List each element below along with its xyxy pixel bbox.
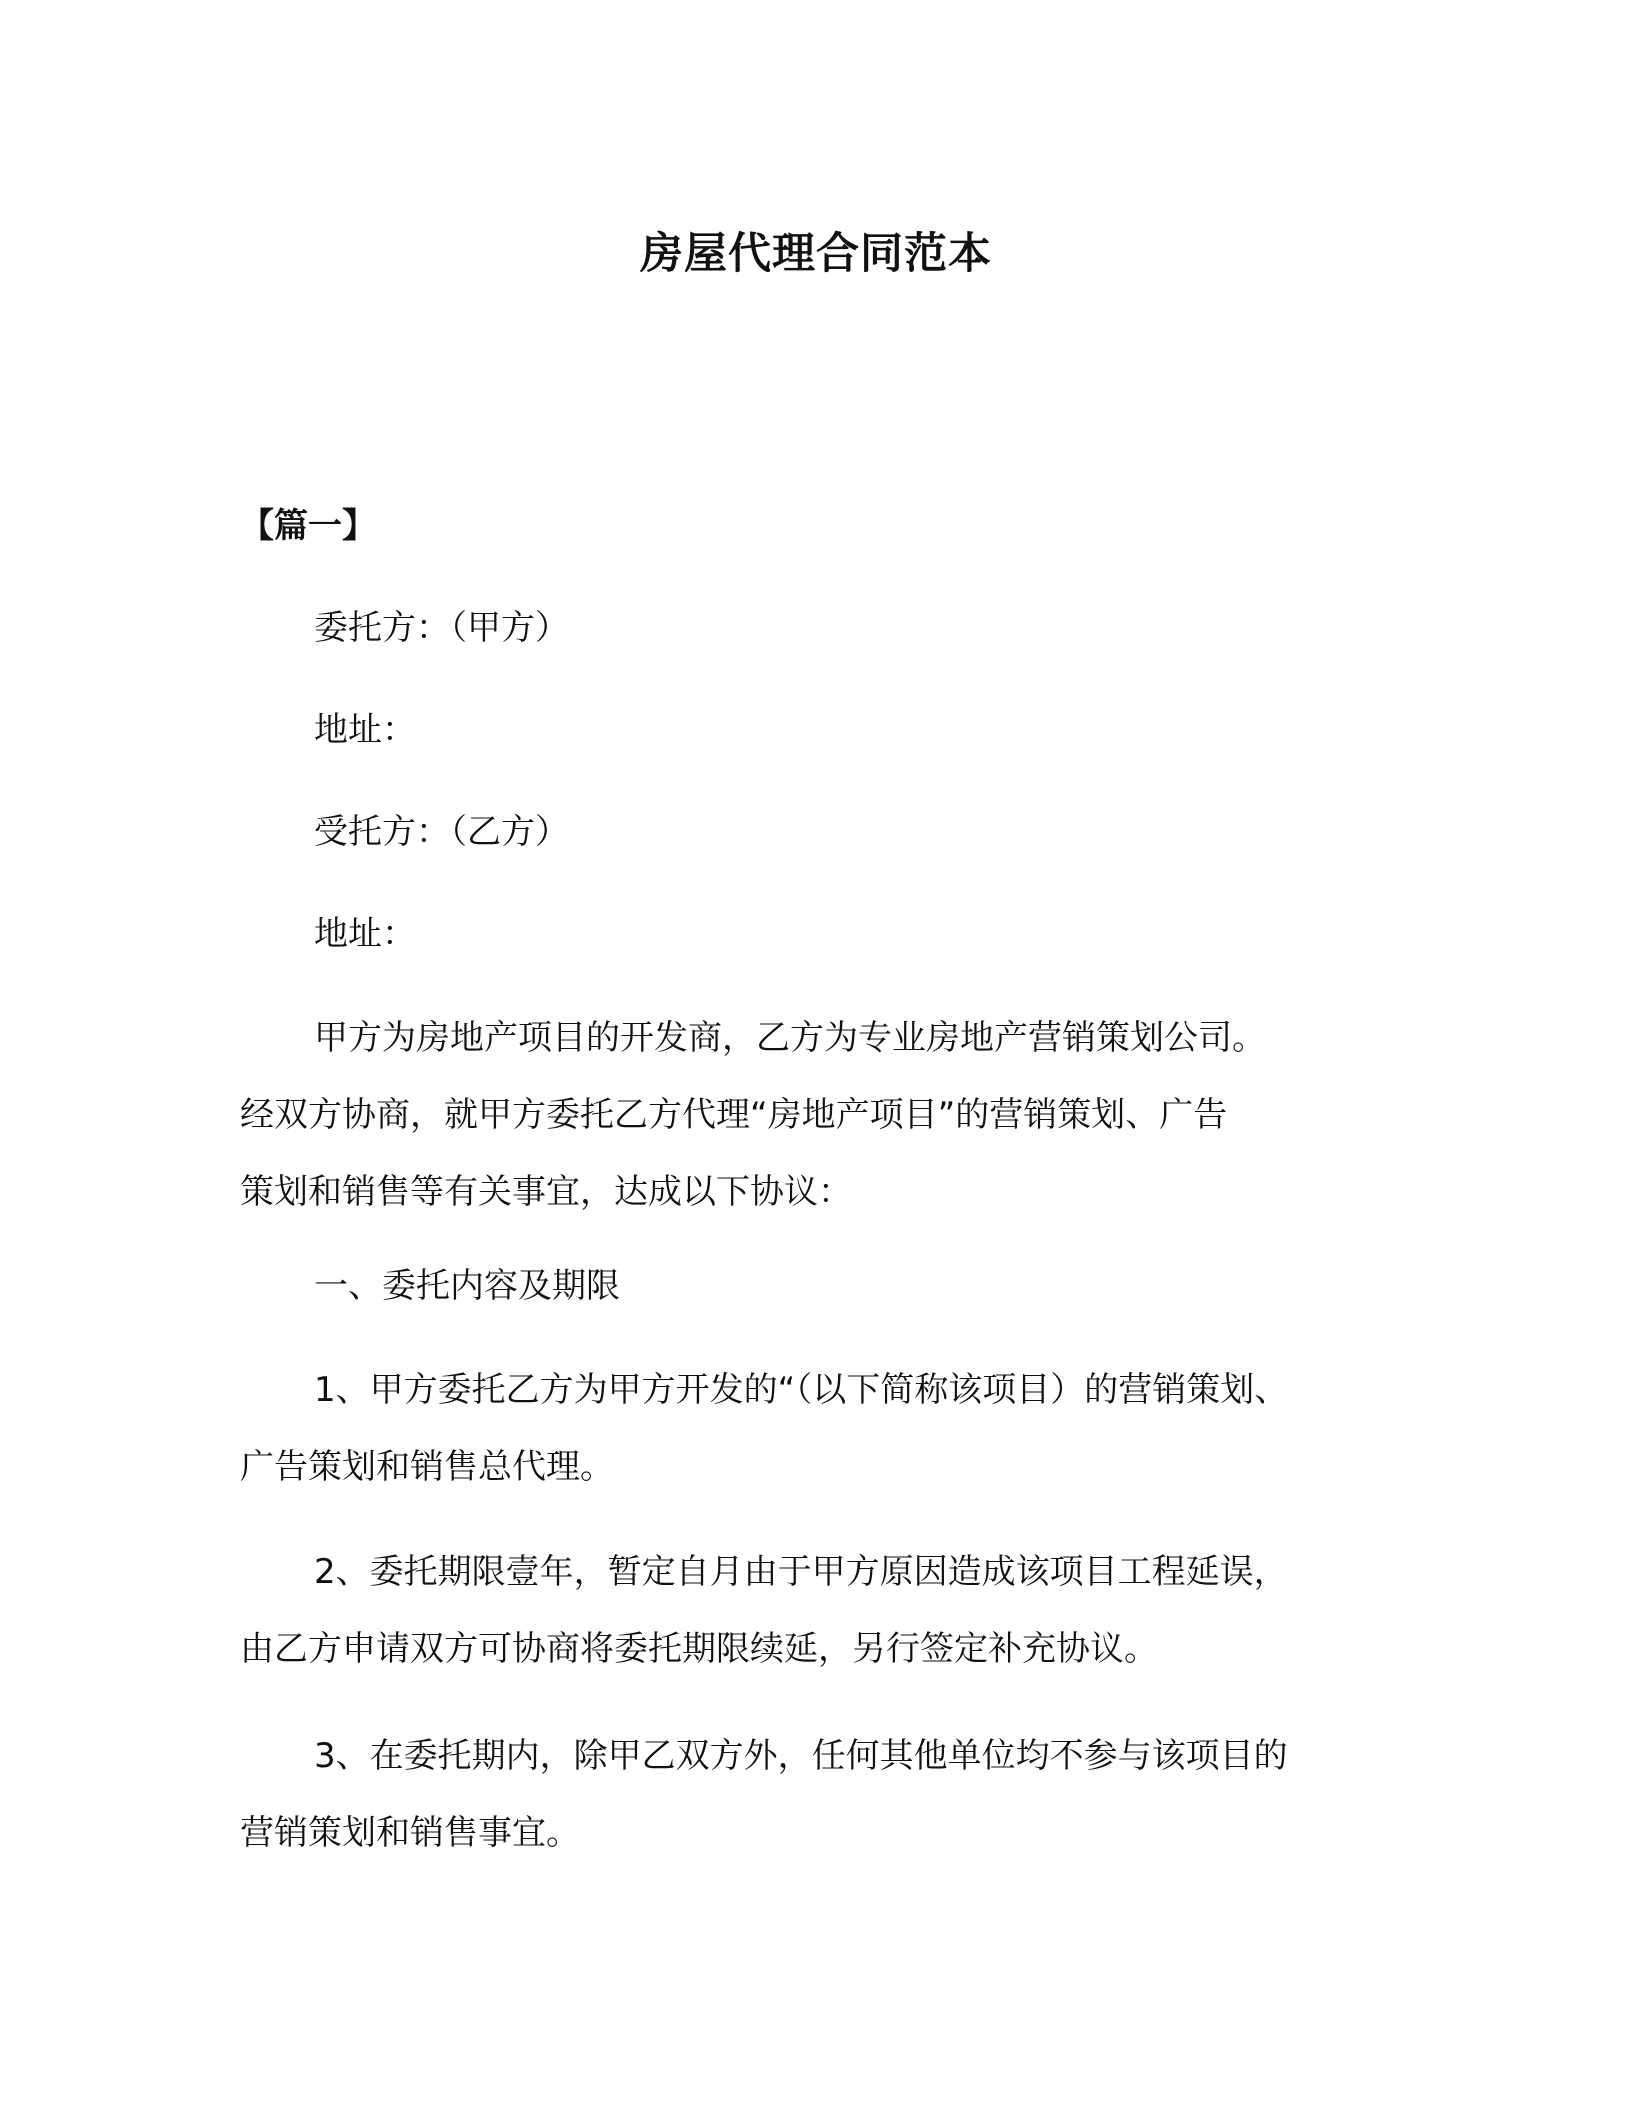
agent-label: 受托方：（乙方） (314, 812, 569, 852)
intro-line-3: 策划和销售等有关事宜，达成以下协议： (240, 1172, 852, 1212)
clause-3-line-2: 营销策划和销售事宜。 (240, 1813, 580, 1853)
intro-line-2: 经双方协商，就甲方委托乙方代理“房地产项目”的营销策划、广告 (240, 1095, 1228, 1135)
clause-2-line-2: 由乙方申请双方可协商将委托期限续延，另行签定补充协议。 (240, 1629, 1158, 1669)
article-heading: 一、委托内容及期限 (314, 1266, 620, 1306)
document-title: 房屋代理合同范本 (640, 229, 992, 279)
clause-1 (240, 1352, 1410, 1506)
clause-1-line-2: 广告策划和销售总代理。 (240, 1447, 614, 1487)
intro-line-1: 甲方为房地产项目的开发商，乙方为专业房地产营销策划公司。 (314, 1018, 1266, 1058)
clause-2 (240, 1534, 1410, 1688)
agent-address-label: 地址： (314, 914, 416, 954)
section-heading: 【篇一】 (240, 506, 376, 546)
client-address-label: 地址： (314, 710, 416, 750)
clause-3-line-1: 3、在委托期内，除甲乙双方外，任何其他单位均不参与该项目的 (314, 1736, 1288, 1776)
clause-1-line-1: 1、甲方委托乙方为甲方开发的“（以下简称该项目）的营销策划、 (314, 1370, 1289, 1410)
clause-2-line-1: 2、委托期限壹年，暂定自月由于甲方原因造成该项目工程延误， (314, 1552, 1288, 1592)
clause-3 (240, 1718, 1410, 1872)
intro-paragraph (240, 1000, 1410, 1231)
client-label: 委托方：（甲方） (314, 608, 569, 648)
